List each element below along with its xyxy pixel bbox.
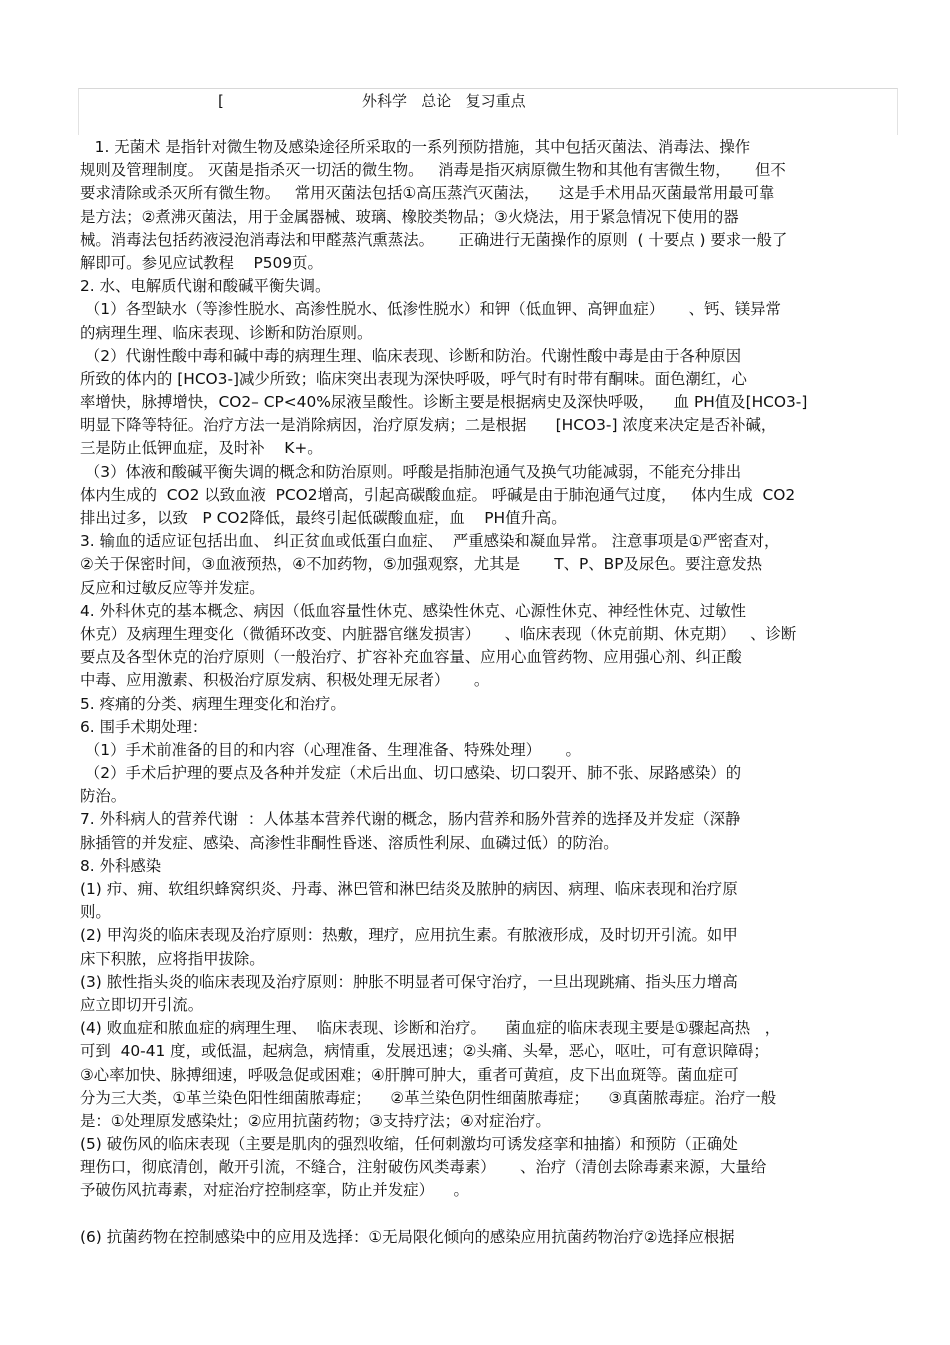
text-line: 1. 无菌术 是指针对微生物及感染途径所采取的一系列预防措施，其中包括灭菌法、消毒法、操作 xyxy=(80,138,751,156)
text-line: 8. 外科感染 xyxy=(80,856,162,875)
text-line: 的病理生理、临床表现、诊断和防治原则。 xyxy=(80,323,373,342)
text-line: 应立即切开引流。 xyxy=(80,995,204,1014)
text-line: 所致的体内的 [HCO3-]减少所致；临床突出表现为深快呼吸，呼气时有时带有酮味。面色潮红，心 xyxy=(80,369,747,388)
text-line: (2) 甲沟炎的临床表现及治疗原则：热敷，理疗，应用抗生素。有脓液形成，及时切开引流。如甲 xyxy=(80,926,738,945)
text-line: 三是防止低钾血症，及时补 K+。 xyxy=(80,439,323,458)
text-line: 率增快，脉搏增快，CO2– CP<40%尿液呈酸性。诊断主要是根据病史及深快呼吸， 血 PH值及[HCO3-] xyxy=(80,393,808,412)
text-line: （1）各型缺水（等渗性脱水、高渗性脱水、低渗性脱水）和钾（低血钾、高钾血症） 、钙、镁异常 xyxy=(80,300,781,319)
text-line: 7. 外科病人的营养代谢 ：人体基本营养代谢的概念，肠内营养和肠外营养的选择及并发症（深静 xyxy=(80,810,741,829)
text-line: 规则及管理制度。 灭菌是指杀灭一切活的微生物。 消毒是指灭病原微生物和其他有害微生物， 但不 xyxy=(80,161,786,180)
text-line: ③心率加快、脉搏细速，呼吸急促或困难；④肝脾可肿大，重者可黄疸，皮下出血斑等。菌血症可 xyxy=(80,1065,739,1084)
text-line: (6) 抗菌药物在控制感染中的应用及选择：①无局限化倾向的感染应用抗菌药物治疗②选择应根据 xyxy=(80,1227,735,1246)
text-line: 可到 40-41 度，或低温，起病急，病情重，发展迅速；②头痛、头晕，恶心，呕吐，可有意识障碍； xyxy=(80,1042,769,1061)
text-line: (1) 疖、痈、软组织蜂窝织炎、丹毒、淋巴管和淋巴结炎及脓肿的病因、病理、临床表现和治疗原 xyxy=(80,880,738,898)
text-line: 防治。 xyxy=(80,787,127,806)
page-title: 外科学 总论 复习重点 xyxy=(362,92,526,110)
text-line: 2. 水、电解质代谢和酸碱平衡失调。 xyxy=(80,277,331,296)
text-line: 分为三大类，①革兰染色阳性细菌脓毒症； ②革兰染色阴性细菌脓毒症； ③真菌脓毒症。治疗一般 xyxy=(80,1088,777,1107)
text-line: 解即可。参见应试教程 P509页。 xyxy=(80,253,323,272)
document-body xyxy=(80,136,902,1249)
text-line: (3) 脓性指头炎的临床表现及治疗原则：肿胀不明显者可保守治疗，一旦出现跳痛、指头压力增高 xyxy=(80,972,738,991)
text-line: 排出过多，以致 P CO2降低，最终引起低碳酸血症，血 PH值升高。 xyxy=(80,509,567,527)
text-line: 予破伤风抗毒素，对症治疗控制痉挛，防止并发症） 。 xyxy=(80,1181,469,1200)
text-line: （3）体液和酸碱平衡失调的概念和防治原则。呼酸是指肺泡通气及换气功能减弱，不能充分排出 xyxy=(80,462,742,481)
text-line: 4. 外科休克的基本概念、病因（低血容量性休克、感染性休克、心源性休克、神经性休克、过敏性 xyxy=(80,601,746,620)
text-line: 则。 xyxy=(80,903,111,922)
text-line: 脉插管的并发症、感染、高渗性非酮性昏迷、溶质性利尿、血磷过低）的防治。 xyxy=(80,833,619,852)
text-line: (4) 败血症和脓血症的病理生理、 临床表现、诊断和治疗。 菌血症的临床表现主要是①骤起高热 ， xyxy=(80,1019,781,1038)
text-line: 中毒、应用激素、积极治疗原发病、积极处理无尿者） 。 xyxy=(80,671,490,690)
header-bracket: [ xyxy=(218,92,224,110)
text-line: 要点及各型休克的治疗原则（一般治疗、扩容补充血容量、应用心血管药物、应用强心剂、纠正酸 xyxy=(80,648,742,667)
text-line: （2）代谢性酸中毒和碱中毒的病理生理、临床表现、诊断和防治。代谢性酸中毒是由于各种原因 xyxy=(80,346,742,365)
text-line: 6. 围手术期处理： xyxy=(80,717,208,736)
text-line: 床下积脓，应将指甲拔除。 xyxy=(80,949,265,968)
text-line: 休克）及病理生理变化（微循环改变、内脏器官继发损害） 、临床表现（休克前期、休克期） 、诊断 xyxy=(80,624,797,643)
text-line: （2）手术后护理的要点及各种并发症（术后出血、切口感染、切口裂开、肺不张、尿路感染）的 xyxy=(80,764,742,783)
text-line: 械。消毒法包括药液浸泡消毒法和甲醛蒸汽熏蒸法。 正确进行无菌操作的原则 ( 十要点 ) 要求一般了 xyxy=(80,230,788,249)
text-line: 3. 输血的适应证包括出血、 纠正贫血或低蛋白血症、 严重感染和凝血异常。 注意事项是①严密查对， xyxy=(80,532,780,551)
text-line: 明显下降等特征。治疗方法一是消除病因，治疗原发病；二是根据 [HCO3-] 浓度来决定是否补碱， xyxy=(80,416,777,435)
text-line: 5. 疼痛的分类、病理生理变化和治疗。 xyxy=(80,694,346,713)
text-line: 是：①处理原发感染灶；②应用抗菌药物；③支持疗法；④对症治疗。 xyxy=(80,1111,551,1130)
text-line: 要求清除或杀灭所有微生物。 常用灭菌法包括①高压蒸汽灭菌法， 这是手术用品灭菌最常用最可靠 xyxy=(80,184,775,203)
text-line: (5) 破伤风的临床表现（主要是肌肉的强烈收缩，任何刺激均可诱发痉挛和抽搐）和预防（正确处 xyxy=(80,1135,738,1154)
text-line: ②关于保密时间，③血液预热，④不加药物，⑤加强观察，尤其是 T、P、BP及尿色。要注意发热 xyxy=(80,555,763,574)
text-line: 体内生成的 CO2 以致血液 PCO2增高，引起高碳酸血症。 呼碱是由于肺泡通气过度， 体内生成 CO2 xyxy=(80,485,796,504)
text-line: （1）手术前准备的目的和内容（心理准备、生理准备、特殊处理） 。 xyxy=(80,740,581,759)
text-line: 理伤口，彻底清创，敞开引流，不缝合，注射破伤风类毒素） 、治疗（清创去除毒素来源，大量给 xyxy=(80,1158,767,1177)
text-line: 是方法；②煮沸灭菌法，用于金属器械、玻璃、橡胶类物品；③火烧法，用于紧急情况下使用的器 xyxy=(80,207,739,226)
text-line xyxy=(80,1203,902,1226)
text-line: 反应和过敏反应等并发症。 xyxy=(80,578,265,597)
